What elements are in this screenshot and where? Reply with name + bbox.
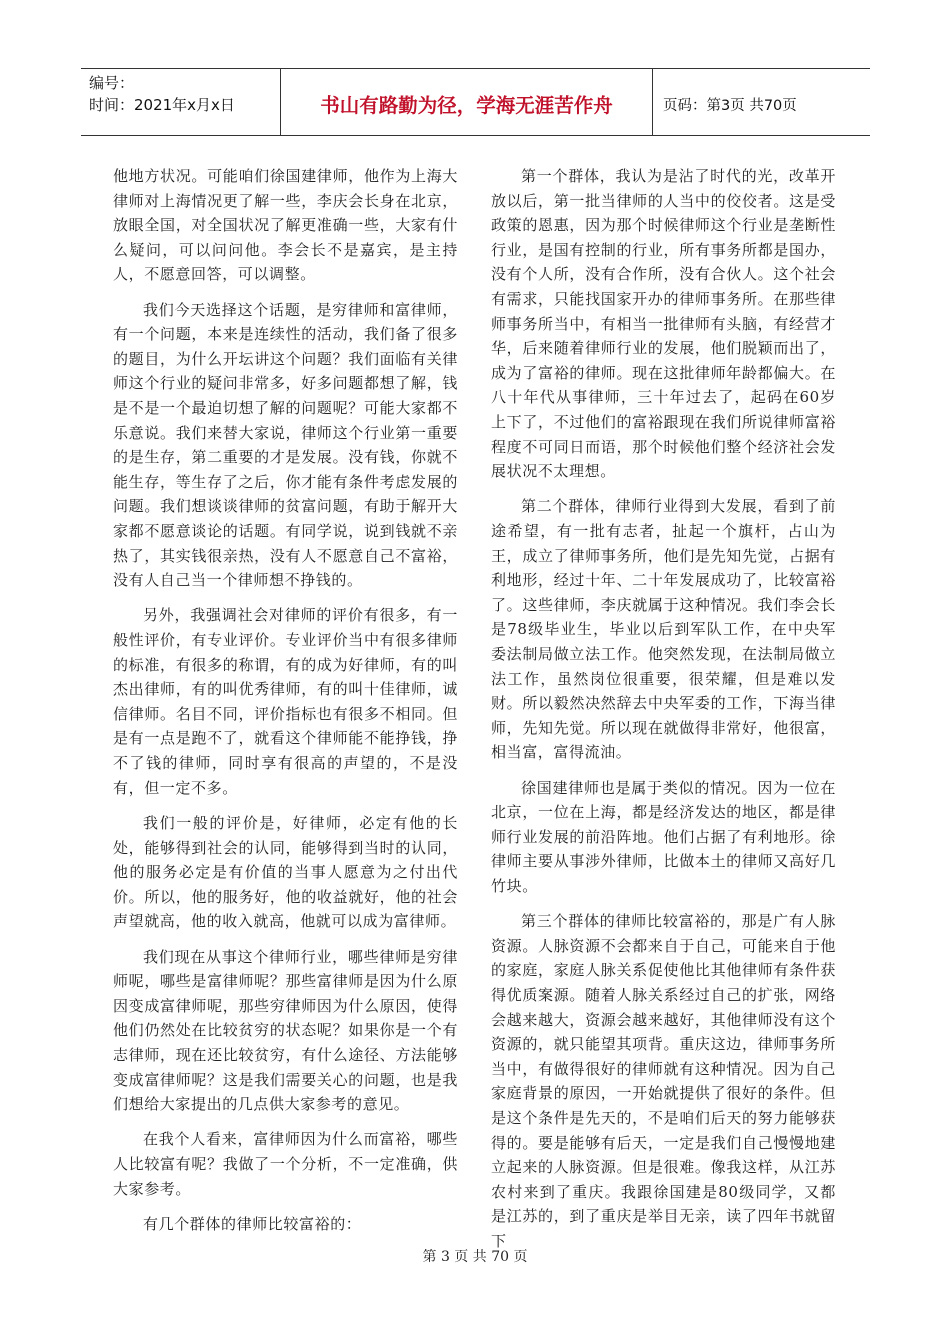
- paragraph: 第三个群体的律师比较富裕的，那是广有人脉资源。人脉资源不会都来自于自己，可能来自于他的家庭，家庭人脉关系促使他比其他律师有条件获得优质案源。随着人脉关系经过自己的扩张，网络会越来越大，资源会越来越好，其他律师没有这个资源的，就只能望其项背。重庆这边，律师事务所当中，有做得很好的律师就有这种情况。因为自己家庭背景的原因，一开始就提供了很好的条件。但是这个条件是先天的，不是咱们后天的努力能够获得的。要是能够有后天，一定是我们自己慢慢地建立起来的人脉资源。但是很难。像我这样，从江苏农村来到了重庆。我跟徐国建是80级同学，又都是江苏的，到了重庆是举目无亲，读了四年书就留下: [491, 912, 836, 1250]
- paragraph: 另外，我强调社会对律师的评价有很多，有一般性评价，有专业评价。专业评价当中有很多律师的标准，有很多的称谓，有的成为好律师，有的叫杰出律师，有的叫优秀律师，有的叫十佳律师，诚信律师。名目不同，评价指标也有很多不相同。但是有一点是跑不了，就看这个律师能不能挣钱，挣不了钱的律师，同时享有很高的声望的，不是没有，但一定不多。: [113, 606, 458, 797]
- page-header: [81, 68, 870, 136]
- header-page-code: 页码：第3页 共70页: [663, 97, 797, 114]
- page-footer: 第 3 页 共 70 页: [422, 1249, 528, 1265]
- header-meta: [81, 69, 281, 135]
- document-number-label: 编号：: [89, 74, 135, 92]
- paragraph: 有几个群体的律师比较富裕的：: [143, 1214, 362, 1233]
- right-text-column: [491, 164, 836, 1264]
- header-motto: 书山有路勤为径，学海无涯苦作舟: [281, 69, 653, 135]
- document-date: 时间：2021年x月x日: [89, 96, 235, 114]
- paragraph: 我们一般的评价是，好律师，必定有他的长处，能够得到社会的认同，能够得到当时的认同，他的服务必定是有价值的当事人愿意为之付出代价。所以，他的服务好，他的收益就好，他的社会声望就高，他的收入就高，他就可以成为富律师。: [113, 813, 458, 931]
- paragraph: 他地方状况。可能咱们徐国建律师，他作为上海大律师对上海情况更了解一些，李庆会长身在北京，放眼全国，对全国状况了解更准确一些，大家有什么疑问，可以问问他。李会长不是嘉宾，是主持人，不愿意回答，可以调整。: [113, 167, 458, 284]
- paragraph: 第二个群体，律师行业得到大发展，看到了前途希望，有一批有志者，扯起一个旗杆，占山为王，成立了律师事务所，他们是先知先觉，占据有利地形，经过十年、二十年发展成功了，比较富裕了。这些律师，李庆就属于这种情况。我们李会长是78级毕业生，毕业以后到军队工作，在中央军委法制局做立法工作。他突然发现，在法制局做立法工作，虽然岗位很重要，很荣耀，但是难以发财。所以毅然决然辞去中央军委的工作，下海当律师，先知先觉。所以现在就做得非常好，他很富，相当富，富得流油。: [491, 497, 836, 762]
- paragraph: 在我个人看来，富律师因为什么而富裕，哪些人比较富有呢？我做了一个分析，不一定准确，供大家参考。: [113, 1130, 458, 1198]
- paragraph: 我们今天选择这个话题，是穷律师和富律师，有一个问题，本来是连续性的活动，我们备了很多的题目，为什么开坛讲这个问题？我们面临有关律师这个行业的疑问非常多，好多问题都想了解，钱是不是一个最迫切想了解的问题呢？可能大家都不乐意说。我们来替大家说，律师这个行业第一重要的是生存，第二重要的才是发展。没有钱，你就不能生存，等生存了之后，你才能有条件考虑发展的问题。我们想谈谈律师的贫富问题，有助于解开大家都不愿意谈论的话题。有同学说，说到钱就不亲热了，其实钱很亲热，没有人不愿意自己不富裕，没有人自己当一个律师想不挣钱的。: [113, 300, 458, 590]
- paragraph: 第一个群体，我认为是沾了时代的光，改革开放以后，第一批当律师的人当中的佼佼者。这是受政策的恩惠，因为那个时候律师这个行业是垄断性行业，是国有控制的行业，所有事务所都是国办，没有个人所，没有合作所，没有合伙人。这个社会有需求，只能找国家开办的律师事务所。在那些律师事务所当中，有相当一批律师有头脑，有经营才华，后来随着律师行业的发展，他们脱颖而出了，成为了富裕的律师。现在这批律师年龄都偏大。在八十年代从事律师，三十年过去了，起码在60岁上下了，不过他们的富裕跟现在我们所说律师富裕程度不可同日而语，那个时候他们整个经济社会发展状况不太理想。: [491, 167, 836, 481]
- paragraph: 我们现在从事这个律师行业，哪些律师是穷律师呢，哪些是富律师呢？那些富律师是因为什么原因变成富律师呢，那些穷律师因为什么原因，使得他们仍然处在比较贫穷的状态呢？如果你是一个有志律师，现在还比较贫穷，有什么途径、方法能够变成富律师呢？这是我们需要关心的问题，也是我们想给大家提出的几点供大家参考的意见。: [113, 947, 458, 1114]
- left-text-column: [113, 164, 458, 1247]
- paragraph: 徐国建律师也是属于类似的情况。因为一位在北京，一位在上海，都是经济发达的地区，都是律师行业发展的前沿阵地。他们占据了有利地形。徐律师主要从事涉外律师，比做本土的律师又高好几竹块。: [491, 778, 836, 895]
